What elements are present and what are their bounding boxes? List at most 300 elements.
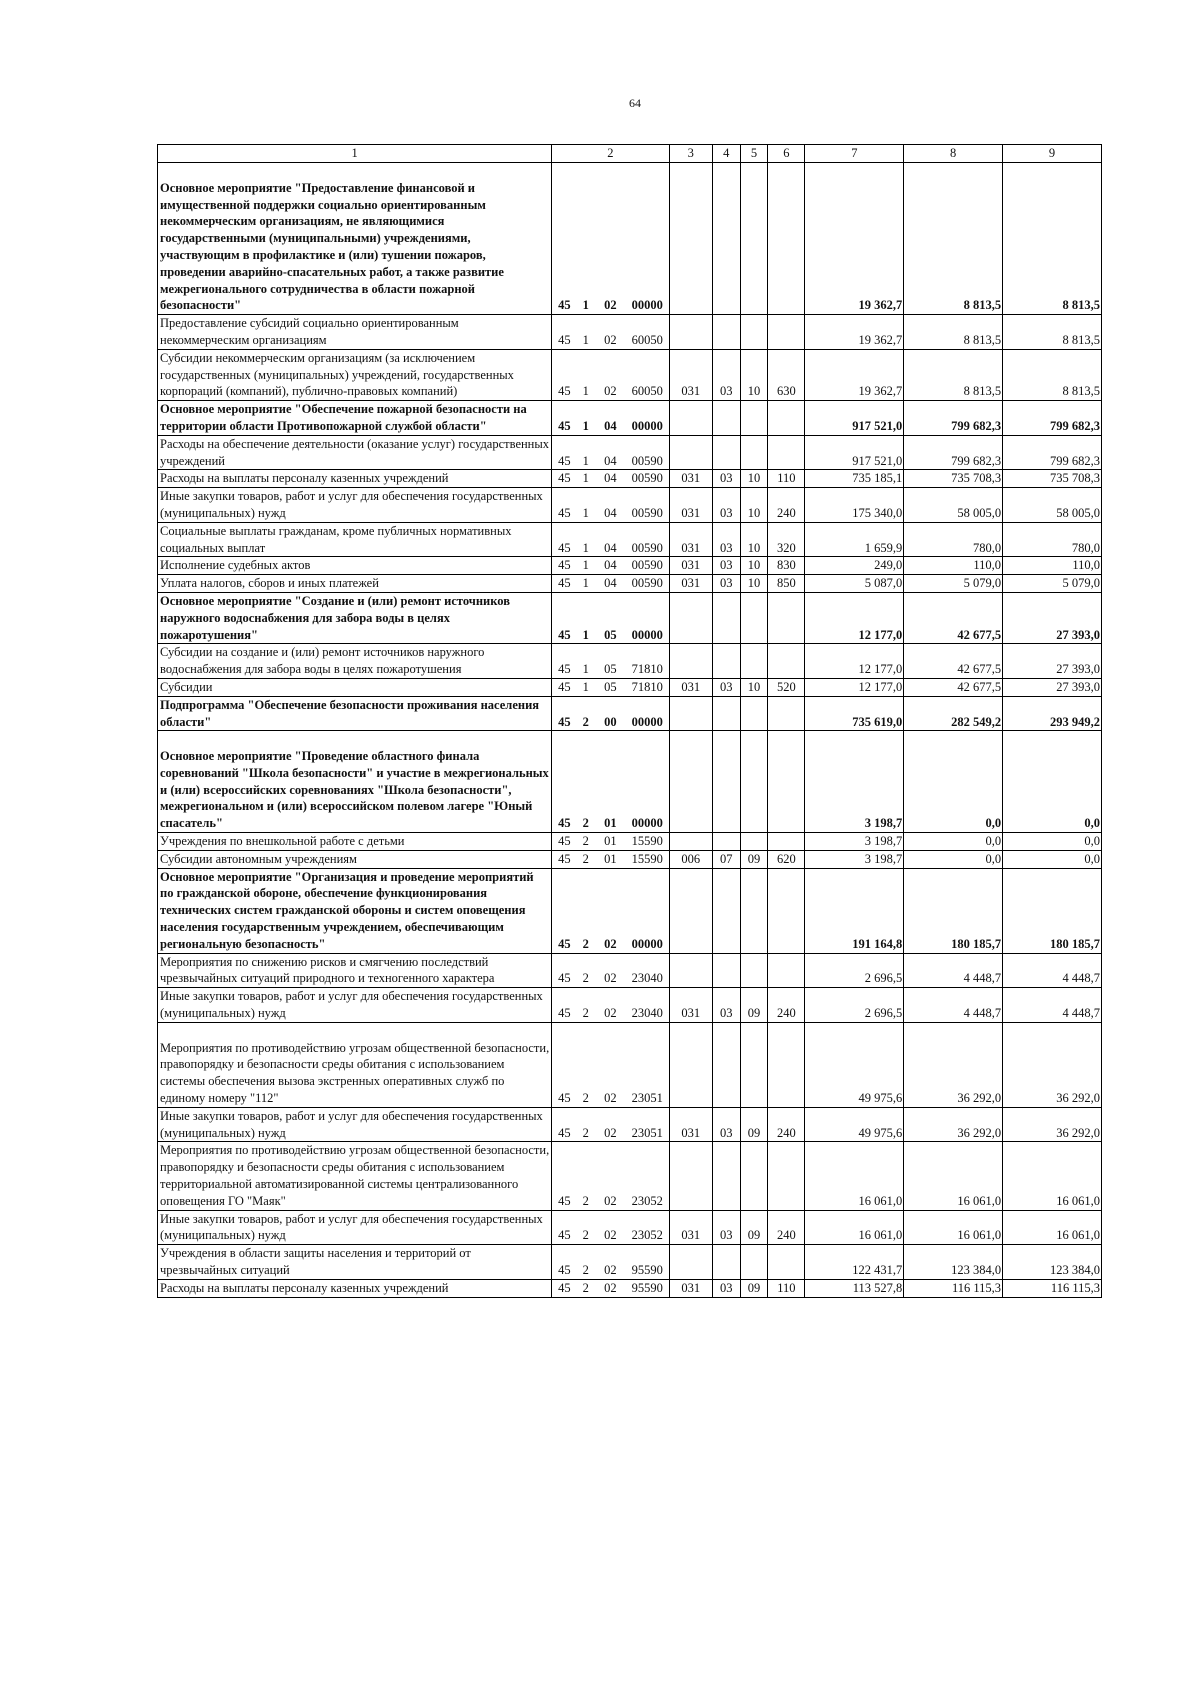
- code-measure-text: 02: [604, 298, 617, 313]
- row-name: [158, 850, 552, 868]
- sum-col-9: [1003, 988, 1102, 1023]
- sum-col-7: [805, 522, 904, 557]
- code-program-text: 45: [558, 851, 571, 866]
- grbs-code: [669, 850, 712, 868]
- section-code-text: 03: [719, 558, 733, 573]
- table-row: [158, 557, 1102, 575]
- code-direction-text: 60050: [631, 332, 663, 347]
- grbs-code: [669, 1279, 712, 1297]
- code-direction: [626, 868, 669, 953]
- table-row: [158, 1107, 1102, 1142]
- sum-col-8-text: 36 292,0: [957, 1125, 1002, 1140]
- subsection-code: [740, 868, 768, 953]
- subsection-code: [740, 592, 768, 643]
- code-measure-text: 04: [604, 576, 617, 591]
- code-subprogram: [576, 988, 595, 1023]
- code-direction-text: 23040: [631, 1006, 663, 1021]
- code-subprogram: [576, 1142, 595, 1210]
- subsection-code: [740, 953, 768, 988]
- code-program: [552, 522, 577, 557]
- row-name: [158, 557, 552, 575]
- code-direction: [626, 557, 669, 575]
- subsection-code-text: 09: [747, 851, 761, 866]
- code-program: [552, 435, 577, 470]
- sum-col-7-text: 3 198,7: [864, 851, 903, 866]
- table-row: [158, 1022, 1102, 1107]
- expense-type-code-text: 630: [777, 384, 796, 399]
- header-col-1: 1: [158, 145, 552, 163]
- row-name: [158, 315, 552, 350]
- code-program-text: 45: [558, 418, 571, 433]
- row-name: [158, 163, 552, 315]
- code-measure-text: 02: [604, 1125, 617, 1140]
- grbs-code-text: 031: [681, 558, 701, 573]
- code-subprogram: [576, 678, 595, 696]
- expense-type-code: [768, 575, 805, 593]
- sum-col-9: [1003, 1245, 1102, 1280]
- grbs-code-text: 031: [681, 1280, 701, 1295]
- section-code: [712, 1142, 740, 1210]
- code-measure: [595, 557, 626, 575]
- grbs-code: [669, 315, 712, 350]
- code-direction-text: 15590: [631, 851, 663, 866]
- code-program: [552, 557, 577, 575]
- sum-col-7-text: 12 177,0: [858, 679, 903, 694]
- code-direction: [626, 731, 669, 833]
- sum-col-9-text: 5 079,0: [1062, 576, 1100, 591]
- subsection-code: [740, 1279, 768, 1297]
- code-subprogram-text: 2: [582, 936, 589, 951]
- sum-col-7: [805, 1022, 904, 1107]
- subsection-code: [740, 575, 768, 593]
- row-name: [158, 644, 552, 679]
- code-measure: [595, 850, 626, 868]
- code-subprogram-text: 1: [582, 627, 589, 642]
- expense-type-code: [768, 1279, 805, 1297]
- expense-type-code-text: 320: [777, 540, 796, 555]
- sum-col-9: [1003, 696, 1102, 731]
- sum-col-9: [1003, 557, 1102, 575]
- sum-col-8: [904, 470, 1003, 488]
- code-direction-text: 00000: [631, 418, 663, 433]
- sum-col-7: [805, 1210, 904, 1245]
- expense-type-code: [768, 1210, 805, 1245]
- code-direction: [626, 850, 669, 868]
- grbs-code-text: 031: [681, 679, 701, 694]
- sum-col-7: [805, 731, 904, 833]
- table-row: [158, 953, 1102, 988]
- grbs-code-text: 031: [681, 505, 701, 520]
- sum-col-9-text: 123 384,0: [1050, 1263, 1100, 1277]
- page-number: 64: [629, 96, 641, 110]
- header-col-9: 9: [1003, 145, 1102, 163]
- expense-type-code: [768, 315, 805, 350]
- sum-col-7-text: 917 521,0: [852, 418, 903, 433]
- table-row: [158, 678, 1102, 696]
- expense-type-code: [768, 592, 805, 643]
- code-subprogram: [576, 850, 595, 868]
- sum-col-7: [805, 988, 904, 1023]
- sum-col-8: [904, 678, 1003, 696]
- section-code: [712, 1210, 740, 1245]
- code-measure-text: 04: [604, 418, 617, 433]
- sum-col-7-text: 1 659,9: [864, 540, 903, 555]
- expense-type-code-text: 520: [777, 679, 796, 694]
- sum-col-7: [805, 833, 904, 851]
- sum-col-8: [904, 557, 1003, 575]
- row-name: [158, 1107, 552, 1142]
- sum-col-7-text: 191 164,8: [852, 936, 903, 951]
- sum-col-9-text: 180 185,7: [1050, 936, 1100, 951]
- section-code: [712, 644, 740, 679]
- sum-col-8: [904, 1279, 1003, 1297]
- code-measure-text: 02: [604, 1193, 617, 1208]
- code-program-text: 45: [558, 558, 571, 573]
- code-program-text: 45: [558, 679, 571, 694]
- row-name-text: Основное мероприятие "Организация и проведение мероприятий по гражданской обороне, обеспечение функционирования технических систем гражданской обороны и систем оповещения населения государственным учреждением, обеспечивающим региональную безопасность": [160, 869, 534, 951]
- section-code: [712, 488, 740, 523]
- grbs-code: [669, 163, 712, 315]
- code-measure: [595, 163, 626, 315]
- code-direction: [626, 644, 669, 679]
- code-program-text: 45: [558, 971, 571, 986]
- row-name: [158, 731, 552, 833]
- code-direction: [626, 833, 669, 851]
- sum-col-7-text: 16 061,0: [858, 1228, 903, 1243]
- expense-type-code: [768, 435, 805, 470]
- code-subprogram-text: 1: [582, 558, 589, 573]
- code-direction-text: 00000: [631, 936, 663, 951]
- row-name-text: Основное мероприятие "Предоставление финансовой и имущественной поддержки социально ориентированным некоммерческим организациям, не являющимися государственными (муниципальными) учреждениями, участвующим в профилактике и (или) тушении пожаров, проведении аварийно-спасательных работ, а также развитие межрегионального сотрудничества в области пожарной безопасности": [160, 180, 504, 313]
- subsection-code-text: 10: [747, 558, 761, 573]
- row-name: [158, 1210, 552, 1245]
- code-measure: [595, 575, 626, 593]
- expense-type-code: [768, 401, 805, 436]
- header-col-2: 2: [552, 145, 669, 163]
- code-subprogram: [576, 731, 595, 833]
- code-program-text: 45: [558, 1228, 571, 1243]
- row-name-text: Субсидии: [160, 679, 213, 694]
- row-name-text: Мероприятия по снижению рисков и смягчению последствий чрезвычайных ситуаций природного и техногенного характера: [160, 954, 495, 986]
- header-col-3: 3: [669, 145, 712, 163]
- section-code-text: 03: [719, 505, 733, 520]
- sum-col-8-text: 8 813,5: [963, 384, 1002, 399]
- code-subprogram: [576, 575, 595, 593]
- expense-type-code: [768, 1142, 805, 1210]
- sum-col-7: [805, 557, 904, 575]
- sum-col-7: [805, 868, 904, 953]
- code-direction-text: 00590: [631, 505, 663, 520]
- row-name: [158, 349, 552, 400]
- sum-col-9-text: 0,0: [1084, 816, 1100, 831]
- expense-type-code: [768, 833, 805, 851]
- code-subprogram: [576, 435, 595, 470]
- sum-col-8-text: 16 061,0: [957, 1228, 1002, 1243]
- code-direction-text: 00000: [631, 714, 663, 729]
- section-code: [712, 349, 740, 400]
- subsection-code: [740, 315, 768, 350]
- code-direction: [626, 470, 669, 488]
- subsection-code: [740, 401, 768, 436]
- section-code: [712, 557, 740, 575]
- sum-col-8: [904, 592, 1003, 643]
- sum-col-9-text: 780,0: [1071, 540, 1100, 555]
- header-col-7: 7: [805, 145, 904, 163]
- code-measure-text: 01: [604, 834, 617, 849]
- code-measure: [595, 1107, 626, 1142]
- code-measure-text: 02: [604, 1228, 617, 1243]
- table-row: [158, 163, 1102, 315]
- code-measure-text: 02: [604, 1091, 617, 1106]
- code-measure: [595, 868, 626, 953]
- code-program-text: 45: [558, 384, 571, 399]
- code-subprogram-text: 2: [582, 816, 589, 831]
- code-direction: [626, 401, 669, 436]
- code-direction-text: 00590: [631, 576, 663, 591]
- code-direction-text: 95590: [631, 1263, 663, 1277]
- subsection-code-text: 09: [747, 1125, 761, 1140]
- header-col-4: 4: [712, 145, 740, 163]
- sum-col-7: [805, 349, 904, 400]
- row-name: [158, 678, 552, 696]
- expense-type-code: [768, 349, 805, 400]
- row-name-text: Основное мероприятие "Создание и (или) ремонт источников наружного водоснабжения для забора воды в целях пожаротушения": [160, 593, 510, 642]
- table-row: [158, 349, 1102, 400]
- sum-col-7-text: 122 431,7: [852, 1263, 903, 1277]
- grbs-code-text: 031: [681, 471, 701, 486]
- row-name-text: Расходы на выплаты персоналу казенных учреждений: [160, 1280, 449, 1295]
- expense-type-code: [768, 488, 805, 523]
- sum-col-9-text: 110,0: [1072, 558, 1100, 573]
- grbs-code-text: 031: [681, 1006, 701, 1021]
- code-subprogram-text: 1: [582, 662, 589, 677]
- code-subprogram: [576, 868, 595, 953]
- table-row: [158, 488, 1102, 523]
- sum-col-8-text: 735 708,3: [951, 471, 1002, 486]
- expense-type-code: [768, 163, 805, 315]
- sum-col-8: [904, 435, 1003, 470]
- grbs-code: [669, 349, 712, 400]
- code-direction-text: 23051: [631, 1125, 663, 1140]
- code-program: [552, 401, 577, 436]
- code-measure: [595, 315, 626, 350]
- code-measure: [595, 1210, 626, 1245]
- sum-col-8: [904, 1142, 1003, 1210]
- code-subprogram-text: 2: [582, 971, 589, 986]
- code-subprogram-text: 2: [582, 1263, 589, 1277]
- grbs-code-text: 031: [681, 576, 701, 591]
- subsection-code-text: 10: [747, 505, 761, 520]
- sum-col-9: [1003, 1279, 1102, 1297]
- sum-col-8-text: 36 292,0: [957, 1091, 1002, 1106]
- grbs-code: [669, 470, 712, 488]
- row-name: [158, 1022, 552, 1107]
- expense-type-code: [768, 731, 805, 833]
- subsection-code-text: 10: [747, 384, 761, 399]
- code-subprogram-text: 2: [582, 1228, 589, 1243]
- code-measure: [595, 522, 626, 557]
- sum-col-9: [1003, 644, 1102, 679]
- section-code: [712, 868, 740, 953]
- sum-col-8: [904, 868, 1003, 953]
- sum-col-7-text: 175 340,0: [852, 505, 903, 520]
- sum-col-8-text: 799 682,3: [951, 453, 1002, 468]
- sum-col-9: [1003, 833, 1102, 851]
- code-direction: [626, 435, 669, 470]
- row-name-text: Предоставление субсидий социально ориентированным некоммерческим организациям: [160, 316, 459, 347]
- sum-col-9-text: 799 682,3: [1050, 453, 1100, 468]
- subsection-code: [740, 696, 768, 731]
- grbs-code: [669, 488, 712, 523]
- section-code: [712, 470, 740, 488]
- sum-col-8: [904, 575, 1003, 593]
- expense-type-code-text: 240: [777, 1125, 796, 1140]
- row-name-text: Мероприятия по противодействию угрозам общественной безопасности, правопорядку и безопасности среды обитания с использованием системы обеспечения вызова экстренных оперативных служб по единому номеру "112": [160, 1040, 550, 1106]
- expense-type-code-text: 110: [777, 471, 796, 486]
- subsection-code: [740, 435, 768, 470]
- section-code-text: 03: [719, 1006, 733, 1021]
- code-program: [552, 1279, 577, 1297]
- code-direction-text: 00000: [631, 627, 663, 642]
- subsection-code: [740, 1245, 768, 1280]
- sum-col-9: [1003, 163, 1102, 315]
- grbs-code: [669, 731, 712, 833]
- subsection-code: [740, 678, 768, 696]
- sum-col-9-text: 27 393,0: [1056, 662, 1100, 677]
- table-row: [158, 575, 1102, 593]
- sum-col-7-text: 917 521,0: [852, 453, 903, 468]
- row-name: [158, 833, 552, 851]
- table-row: [158, 833, 1102, 851]
- expense-type-code-text: 830: [777, 558, 796, 573]
- expense-type-code: [768, 557, 805, 575]
- sum-col-9-text: 4 448,7: [1062, 971, 1100, 986]
- sum-col-8: [904, 401, 1003, 436]
- grbs-code: [669, 401, 712, 436]
- code-measure: [595, 988, 626, 1023]
- code-measure: [595, 592, 626, 643]
- budget-table: [157, 144, 1102, 1298]
- code-subprogram-text: 2: [582, 851, 589, 866]
- sum-col-7-text: 19 362,7: [858, 384, 903, 399]
- section-code: [712, 678, 740, 696]
- subsection-code-text: 10: [747, 471, 761, 486]
- code-program-text: 45: [558, 1091, 571, 1106]
- sum-col-8-text: 180 185,7: [951, 936, 1002, 951]
- code-subprogram: [576, 592, 595, 643]
- code-measure-text: 05: [604, 679, 617, 694]
- row-top-gap: [160, 1023, 549, 1040]
- code-program-text: 45: [558, 816, 571, 831]
- subsection-code: [740, 731, 768, 833]
- code-program: [552, 953, 577, 988]
- grbs-code: [669, 1107, 712, 1142]
- code-program: [552, 315, 577, 350]
- code-program-text: 45: [558, 1193, 571, 1208]
- expense-type-code-text: 110: [777, 1280, 796, 1295]
- code-subprogram: [576, 1210, 595, 1245]
- sum-col-9-text: 8 813,5: [1062, 298, 1100, 313]
- sum-col-9-text: 735 708,3: [1050, 471, 1100, 486]
- code-measure-text: 02: [604, 971, 617, 986]
- code-subprogram: [576, 1022, 595, 1107]
- grbs-code: [669, 953, 712, 988]
- code-program-text: 45: [558, 1006, 571, 1021]
- code-program: [552, 592, 577, 643]
- subsection-code: [740, 349, 768, 400]
- row-name: [158, 696, 552, 731]
- code-measure: [595, 678, 626, 696]
- code-measure-text: 02: [604, 1280, 617, 1295]
- code-measure: [595, 435, 626, 470]
- subsection-code: [740, 1142, 768, 1210]
- expense-type-code: [768, 1107, 805, 1142]
- code-subprogram: [576, 470, 595, 488]
- sum-col-8: [904, 163, 1003, 315]
- sum-col-9: [1003, 1210, 1102, 1245]
- expense-type-code: [768, 1245, 805, 1280]
- code-subprogram-text: 1: [582, 453, 589, 468]
- sum-col-7: [805, 435, 904, 470]
- expense-type-code: [768, 644, 805, 679]
- sum-col-9: [1003, 1022, 1102, 1107]
- subsection-code: [740, 833, 768, 851]
- grbs-code: [669, 1245, 712, 1280]
- code-measure: [595, 644, 626, 679]
- code-subprogram-text: 1: [582, 332, 589, 347]
- code-measure-text: 02: [604, 1263, 617, 1277]
- code-program-text: 45: [558, 662, 571, 677]
- sum-col-8-text: 110,0: [973, 558, 1002, 573]
- code-measure-text: 04: [604, 505, 617, 520]
- subsection-code: [740, 1022, 768, 1107]
- grbs-code: [669, 696, 712, 731]
- grbs-code: [669, 644, 712, 679]
- code-program: [552, 488, 577, 523]
- sum-col-8: [904, 988, 1003, 1023]
- code-program: [552, 1142, 577, 1210]
- sum-col-8-text: 4 448,7: [963, 971, 1002, 986]
- section-code: [712, 1022, 740, 1107]
- sum-col-9: [1003, 731, 1102, 833]
- row-name-text: Расходы на обеспечение деятельности (оказание услуг) государственных учреждений: [160, 436, 550, 468]
- row-name-text: Иные закупки товаров, работ и услуг для обеспечения государственных (муниципальных) нужд: [160, 1211, 543, 1243]
- section-code: [712, 833, 740, 851]
- code-measure-text: 05: [604, 627, 617, 642]
- row-name: [158, 435, 552, 470]
- sum-col-9-text: 799 682,3: [1050, 418, 1100, 433]
- sum-col-9-text: 116 115,3: [1050, 1280, 1100, 1295]
- code-program-text: 45: [558, 540, 571, 555]
- sum-col-8-text: 42 677,5: [957, 627, 1002, 642]
- sum-col-9-text: 36 292,0: [1056, 1091, 1100, 1106]
- code-direction-text: 95590: [631, 1280, 663, 1295]
- sum-col-8-text: 8 813,5: [963, 298, 1002, 313]
- section-code: [712, 850, 740, 868]
- sum-col-7-text: 2 696,5: [864, 971, 903, 986]
- code-subprogram: [576, 488, 595, 523]
- code-measure: [595, 1142, 626, 1210]
- code-subprogram: [576, 644, 595, 679]
- subsection-code: [740, 1107, 768, 1142]
- section-code-text: 07: [719, 851, 733, 866]
- subsection-code-text: 09: [747, 1006, 761, 1021]
- sum-col-9-text: 58 005,0: [1056, 505, 1100, 520]
- code-program: [552, 1022, 577, 1107]
- code-subprogram: [576, 557, 595, 575]
- sum-col-7-text: 12 177,0: [858, 627, 903, 642]
- expense-type-code-text: 620: [777, 851, 796, 866]
